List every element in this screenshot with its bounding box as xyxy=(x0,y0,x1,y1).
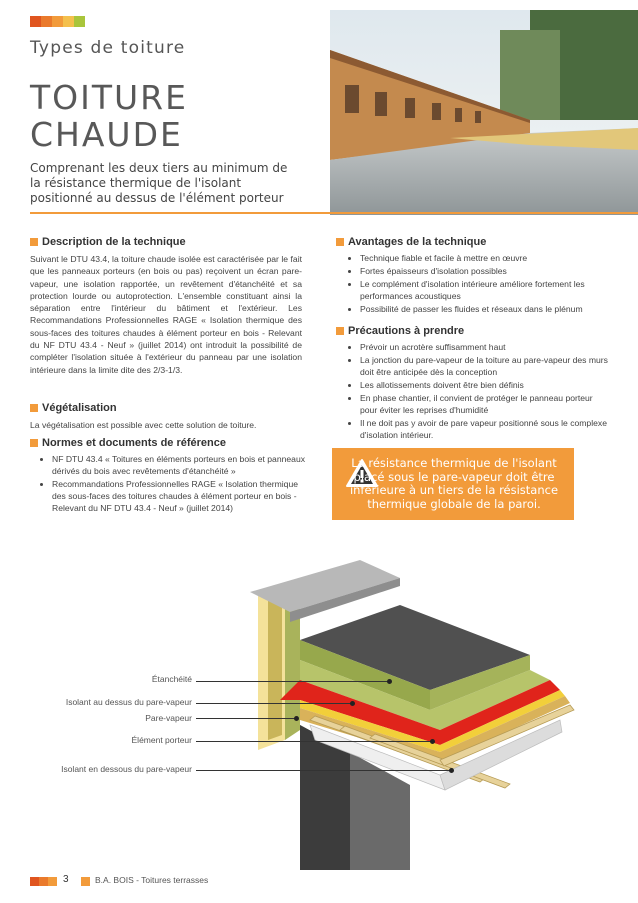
description-section xyxy=(30,236,302,376)
label-etancheite: Étanchéité xyxy=(151,674,192,684)
vegetalisation-text: La végétalisation est possible avec cette solution de toiture. xyxy=(30,420,257,430)
list-item: • Technique fiable et facile à mettre en œuvre xyxy=(360,252,608,264)
bullet-square-icon xyxy=(336,238,344,246)
list-item: • Le complément d'isolation intérieure améliore fortement les performances acoustiques xyxy=(360,278,608,302)
precautions-list xyxy=(336,341,608,441)
leader-line xyxy=(196,703,352,704)
footer-square-4 xyxy=(81,877,90,886)
footer-square-2 xyxy=(39,877,48,886)
leader-dot xyxy=(430,739,435,744)
header-divider xyxy=(30,212,638,214)
leader-dot xyxy=(387,679,392,684)
description-title xyxy=(30,236,302,248)
leader-dot xyxy=(294,716,299,721)
label-element-porteur: Élément porteur xyxy=(131,735,192,745)
list-item: • Les allotissements doivent être bien définis xyxy=(360,379,608,391)
description-text: Suivant le DTU 43.4, la toiture chaude isolée est caractérisée par le fait que les panneaux porteurs (en bois ou pas) reçoivent un écran pare-vapeur, une isolation rapportée, un revêtement d'étanchéité et sa protection lourde ou autoprotection. L'ensemble constituant ainsi la séparation entre l'intérieur du bâtiment et l'extérieur. Les Recommandations Professionnelles RAGE « Isolation thermique des sous-faces des toitures chaudes à élément porteur en bois - Relevant du NF DTU 43.4 - Neuf » (juillet 2014) ont introduit la possibilité de compléter l'isolation située à l'extérieur du panneau par une isolation intérieure dans la limite dite des 2/3-1/3. xyxy=(30,254,302,375)
section-label: Types de toiture xyxy=(30,38,186,58)
leader-dot xyxy=(449,768,454,773)
list-item: • Il ne doit pas y avoir de pare vapeur positionné sous le complexe d'isolation intérieur. xyxy=(360,417,608,441)
avantages-section xyxy=(336,236,608,316)
precautions-title-text: Précautions à prendre xyxy=(348,325,465,337)
description-title-text: Description de la technique xyxy=(42,236,186,248)
leader-line xyxy=(196,770,451,771)
normes-section xyxy=(30,437,306,515)
normes-title xyxy=(30,437,302,449)
header-square-4 xyxy=(63,16,74,27)
precautions-title xyxy=(336,325,608,337)
label-pare-vapeur: Pare-vapeur xyxy=(145,713,192,723)
bullet-square-icon xyxy=(30,404,38,412)
roof-diagram xyxy=(190,530,638,870)
leader-dot xyxy=(350,701,355,706)
bullet-square-icon xyxy=(30,238,38,246)
leader-line xyxy=(196,718,296,719)
label-isolant-dessous: Isolant en dessous du pare-vapeur xyxy=(61,764,192,774)
avantages-list xyxy=(336,252,608,315)
page-title-line1: TOITURE xyxy=(30,78,188,117)
header-square-5 xyxy=(74,16,85,27)
vegetalisation-title-text: Végétalisation xyxy=(42,402,117,414)
footer-text xyxy=(95,875,208,885)
header-square-2 xyxy=(41,16,52,27)
footer-square-1 xyxy=(30,877,39,886)
footer-caption: - Toitures terrasses xyxy=(136,875,209,885)
vegetalisation-title xyxy=(30,402,302,414)
list-item: • Prévoir un acrotère suffisamment haut xyxy=(360,341,608,353)
warning-text: La résistance thermique de l'isolant placé sous le pare-vapeur doit être inférieure à un tiers de la résistance thermique globale de la paroi. xyxy=(349,456,559,511)
list-item: • NF DTU 43.4 « Toitures en éléments porteurs en bois et panneaux dérivés du bois avec revêtements d'étanchéité » xyxy=(52,453,312,477)
precautions-section xyxy=(336,325,608,442)
label-isolant-dessus: Isolant au dessus du pare-vapeur xyxy=(65,697,192,707)
vegetalisation-section xyxy=(30,402,302,431)
normes-list xyxy=(30,453,312,514)
leader-line xyxy=(196,741,432,742)
header-square-1 xyxy=(30,16,41,27)
bullet-square-icon xyxy=(30,439,38,447)
list-item: • En phase chantier, il convient de protéger le panneau porteur pour éviter les reprises d'humidité xyxy=(360,392,608,416)
list-item: • Fortes épaisseurs d'isolation possibles xyxy=(360,265,608,277)
footer-square-3 xyxy=(48,877,57,886)
normes-title-text: Normes et documents de référence xyxy=(42,437,227,449)
page-number: 3 xyxy=(63,874,69,885)
avantages-title xyxy=(336,236,608,248)
leader-line xyxy=(196,681,390,682)
page-subtitle: Comprenant les deux tiers au minimum de la résistance thermique de l'isolant positionné au dessus de l'élément porteur xyxy=(30,161,288,205)
list-item: • Recommandations Professionnelles RAGE « Isolation thermique des sous-faces des toitures chaudes à élément porteur en bois - Relevant du NF DTU 43.4 - Neuf » (juillet 2014) xyxy=(52,478,312,514)
header-square-3 xyxy=(52,16,63,27)
footer-brand: B.A. BOIS xyxy=(95,875,134,885)
page-title-line2: CHAUDE xyxy=(30,115,183,154)
roof-photo xyxy=(330,10,638,215)
list-item: • La jonction du pare-vapeur de la toiture au pare-vapeur des murs doit être anticipée dès la conception xyxy=(360,354,608,378)
list-item: • Possibilité de passer les fluides et réseaux dans le plénum xyxy=(360,303,608,315)
avantages-title-text: Avantages de la technique xyxy=(348,236,487,248)
bullet-square-icon xyxy=(336,327,344,335)
